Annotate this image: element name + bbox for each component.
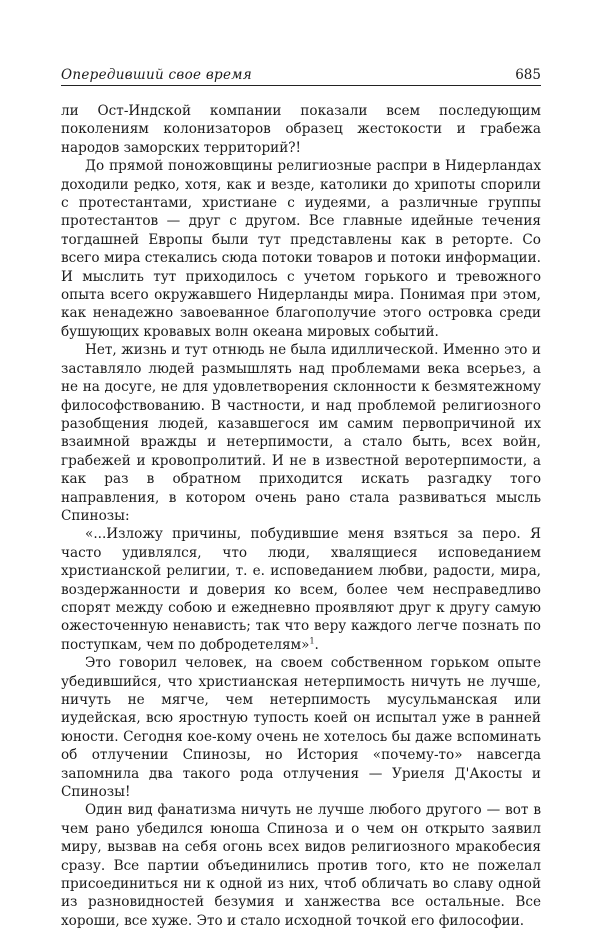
quotation-tail: .: [314, 636, 319, 653]
paragraph: Нет, жизнь и тут отнюдь не была идиллической. Именно это и заставляло людей размышлять над проблемами века всерьез, а не на досуге, не для удовлетворения склонности к безмятежному философствованию. В частности, и над проблемой религиозного разобщения людей, казавшегося им самим первопричиной их взаимной вражды и нетерпимости, а стало быть, всех войн, грабежей и кровопролитий. И не в известной веротерпимости, а как раз в обратном приходится искать разгадку того направления, в котором очень рано стала развиваться мысль Спинозы:: [61, 342, 541, 524]
quotation-paragraph: [61, 525, 541, 654]
footnote-mark[interactable]: 1: [309, 636, 315, 646]
body-text: [61, 102, 541, 930]
paragraph-continuation: ли Ост-Индской компании показали всем последующим поколениям колонизаторов образец жестокости и грабежа народов заморских территорий?!: [61, 103, 541, 156]
quotation-text: «...Изложу причины, побудившие меня взяться за перо. Я часто удивлялся, что люди, хвалящиеся исповеданием христианской религии, т. е. исповеданием любви, радости, мира, воздержанности и доверия ко всем, более чем несправедливо спорят между собою и ежедневно проявляют друг к другу самую ожесточенную ненависть; так что веру каждого легче познать по поступкам, чем по добродетелям»: [61, 526, 541, 653]
page-number: 685: [515, 67, 541, 83]
running-title: Опередивший свое время: [61, 67, 253, 83]
paragraph: Это говорил человек, на своем собственном горьком опыте убедившийся, что христианская нетерпимость ничуть не лучше, ничуть не мягче, чем нетерпимость мусульманская или иудейская, всю яростную тупость коей он испытал уже в ранней юности. Сегодня кое-кому очень не хотелось бы даже вспоминать об отлучении Спинозы, но История «почему-то» навсегда запомнила два такого рода отлучения — Уриеля Д'Акосты и Спинозы!: [61, 655, 541, 801]
paragraph: До прямой поножовщины религиозные распри в Нидерландах доходили редко, хотя, как и везде, католики до хрипоты спорили с протестантами, христиане с иудеями, а различные группы протестантов — друг с другом. Все главные идейные течения тогдашней Европы были тут представлены как в реторте. Со всего мира стекались сюда потоки товаров и потоки информации. И мыслить тут приходилось с учетом горького и тревожного опыта всего окружавшего Нидерланды мира. Понимая при этом, как ненадежно завоеванное благополучие этого островка среди бушующих кровавых волн океана мировых событий.: [61, 158, 541, 340]
running-header: [61, 61, 541, 86]
paragraph: Один вид фанатизма ничуть не лучше любого другого — вот в чем рано убедился юноша Спиноза и о чем он открыто заявил миру, вызвав на себя огонь всех видов религиозного мракобесия сразу. Все партии объединились против того, кто не пожелал присоединиться ни к одной из них, чтоб обличать во славу одной из разновидностей безумия и ханжества все остальные. Все хороши, все хуже. Это и стало исходной точкой его философии.: [61, 802, 541, 929]
